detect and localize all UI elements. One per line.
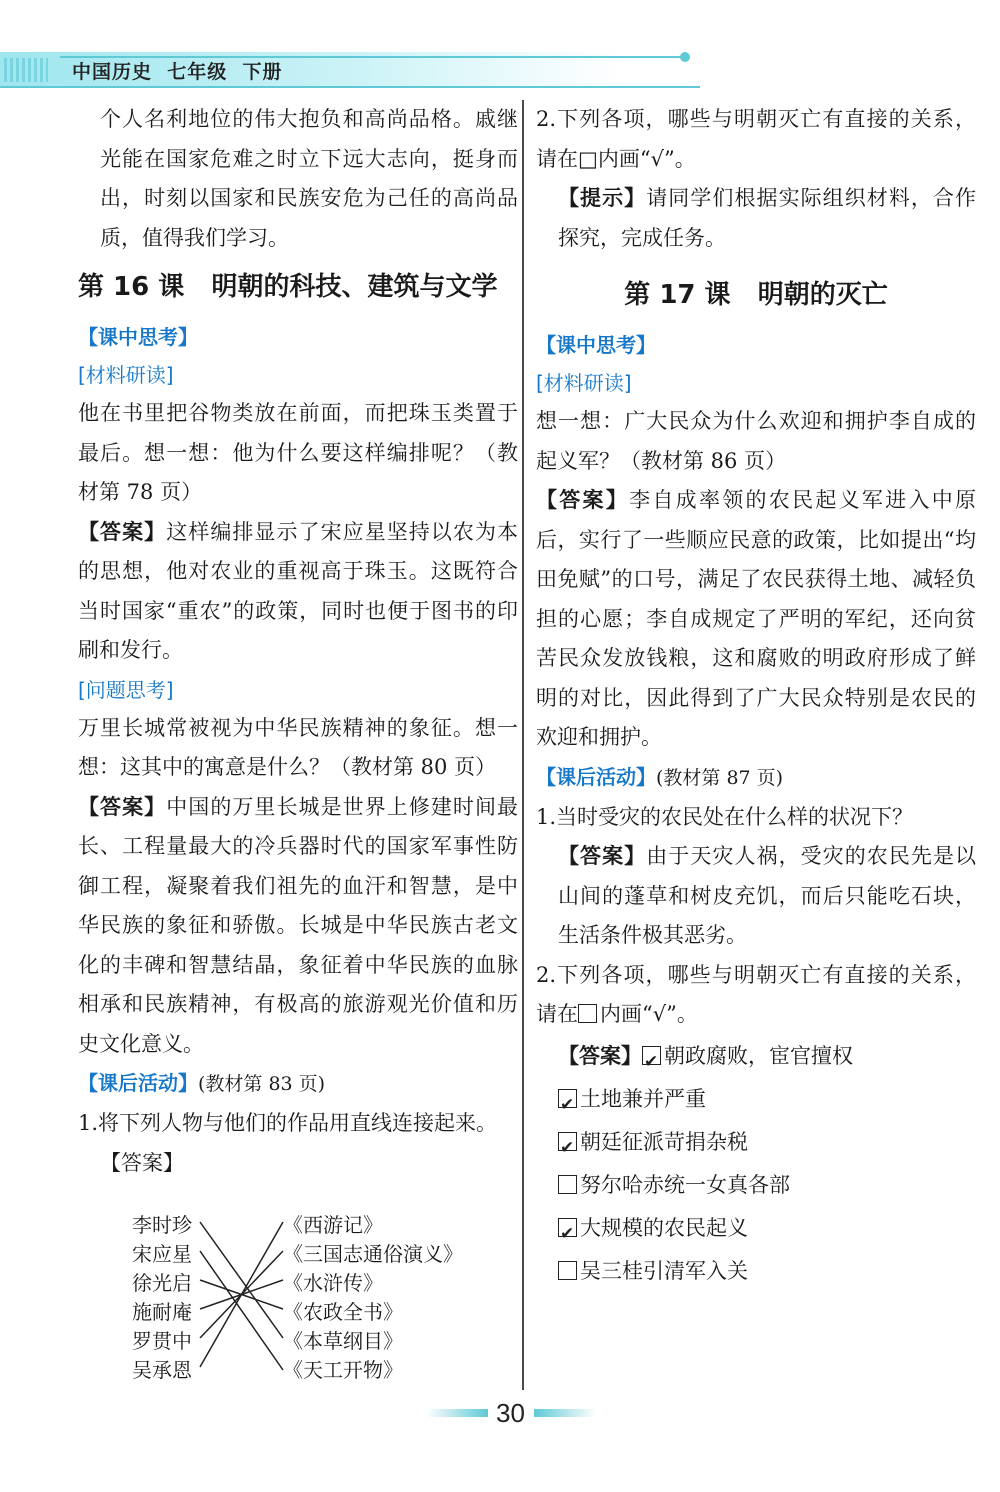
option-text: 努尔哈赤统一女真各部 (580, 1172, 790, 1197)
checked-box-icon (558, 1089, 577, 1108)
after-class-heading (536, 758, 976, 798)
textbook-ref: (教材第 87 页) (656, 766, 784, 789)
work-title: 《农政全书》 (283, 1300, 403, 1324)
left-column (78, 100, 518, 1183)
question-1: 想一想：广大民众为什么欢迎和拥护李自成的起义军？（教材第 86 页） (536, 409, 976, 473)
answer-text: 这样编排显示了宋应星坚持以农为本的思想，他对农业的重视高于珠玉。这既符合当时国家“重农”的政策，同时也便于图书的印刷和发行。 (78, 519, 519, 662)
activity-2-task: 2.下列各项，哪些与明朝灭亡有直接的关系，请在□内画“√”。 (536, 107, 976, 171)
page-number: 30 (496, 1398, 525, 1428)
activity-1: 1.当时受灾的农民处在什么样的状况下？ (536, 804, 914, 829)
option-row (536, 1121, 976, 1164)
option-text: 朝政腐败，宦官擅权 (664, 1043, 853, 1068)
hint (536, 179, 976, 258)
header-rule-bottom (0, 86, 700, 88)
person-name: 李时珍 (132, 1213, 192, 1237)
empty-box-icon (558, 1261, 577, 1280)
book-title: 中国历史 七年级 下册 (72, 61, 283, 83)
answer-2 (78, 788, 518, 1065)
work-title: 《本草纲目》 (283, 1329, 403, 1353)
option-text: 吴三桂引清军入关 (580, 1258, 748, 1283)
question-2: 万里长城常被视为中华民族精神的象征。想一想：这其中的寓意是什么？（教材第 80 页） (78, 715, 518, 779)
option-row (536, 1207, 976, 1250)
lesson-16-title: 第 16 课 明朝的科技、建筑与文学 (78, 272, 498, 302)
answer-text: 由于天灾人祸，受灾的农民先是以山间的蓬草和树皮充饥，而后只能吃石块，生活条件极其恶劣。 (558, 844, 977, 947)
after-class-heading (78, 1064, 518, 1104)
tag-after-class: 【课后活动】 (536, 764, 656, 789)
answer-label: 【答案】 (78, 794, 167, 819)
line-wuchengen (200, 1222, 283, 1367)
answer-text: 李自成率领的农民起义军进入中原后，实行了一些顺应民意的政策，比如提出“均田免赋”的口号，满足了农民获得土地、减轻负担的心愿；李自成规定了严明的军纪，还向贫苦民众发放钱粮，这和腐败的明政府形成了鲜明的对比，因此得到了广大民众特别是农民的欢迎和拥护。 (536, 488, 977, 749)
option-row (536, 1164, 976, 1207)
line-songyingxing (200, 1251, 283, 1370)
tag-material-reading: [材料研读] (78, 363, 174, 387)
checked-box-icon (558, 1218, 577, 1237)
footer-decoration-right (534, 1409, 596, 1417)
person-name: 罗贯中 (132, 1329, 192, 1353)
option-text: 朝廷征派苛捐杂税 (580, 1129, 748, 1154)
checked-box-icon (558, 1132, 577, 1151)
answer-label: 【答案】 (558, 844, 647, 868)
option-row (536, 1078, 976, 1121)
tag-after-class: 【课后活动】 (78, 1071, 198, 1095)
person-name: 吴承恩 (132, 1358, 192, 1382)
checkbox-icon (578, 1004, 597, 1023)
header-dot (680, 52, 690, 62)
column-divider (522, 100, 524, 1390)
answer-label: 【答案】 (558, 1043, 642, 1068)
answer-text: 中国的万里长城是世界上修建时间最长、工程量最大的冷兵器时代的国家军事性防御工程，凝聚着我们祖先的血汗和智慧，是中华民族的象征和骄傲。长城是中华民族古老文化的丰碑和智慧结晶，象征着中华民族的血脉相承和民族精神，有极高的旅游观光价值和历史文化意义。 (78, 794, 519, 1056)
option-text: 土地兼并严重 (580, 1086, 706, 1111)
person-name: 施耐庵 (132, 1300, 192, 1324)
hint-text: 请同学们根据实际组织材料，合作探究，完成任务。 (558, 186, 977, 250)
work-title: 《水浒传》 (283, 1271, 383, 1295)
header-decoration (4, 58, 48, 82)
activity-2-question: 2.下列各项，哪些与明朝灭亡有直接的关系，请在 内画“√”。 (536, 962, 976, 1026)
tag-question-thinking: [问题思考] (78, 677, 174, 702)
option-text: 大规模的农民起义 (580, 1215, 748, 1240)
person-name: 徐光启 (132, 1271, 192, 1295)
textbook-ref: (教材第 83 页) (198, 1073, 326, 1095)
work-title: 《三国志通俗演义》 (283, 1242, 463, 1266)
tag-in-class-thinking: 【课中思考】 (78, 325, 198, 349)
answer-label: 【答案】 (78, 519, 167, 544)
footer-decoration-left (426, 1409, 488, 1417)
tag-material-reading: [材料研读] (536, 371, 632, 395)
continued-paragraph: 个人名利地位的伟大抱负和高尚品格。戚继光能在国家危难之时立下远大志向，挺身而出，时刻以国家和民族安危为己任的高尚品质，值得我们学习。 (100, 107, 518, 250)
tag-in-class-thinking: 【课中思考】 (536, 333, 656, 357)
work-title: 《西游记》 (283, 1213, 383, 1237)
question-1: 他在书里把谷物类放在前面，而把珠玉类置于最后。想一想：他为什么要这样编排呢？（教材第 78 页） (78, 401, 518, 504)
person-name: 宋应星 (132, 1242, 192, 1266)
activity-1: 1.将下列人物与他们的作品用直线连接起来。 (78, 1111, 498, 1135)
answer-1 (536, 481, 976, 758)
checked-box-icon (642, 1046, 661, 1065)
hint-label: 【提示】 (558, 186, 647, 210)
activity-1-answer-label: 【答案】 (100, 1150, 184, 1175)
activity-1-answer (536, 837, 976, 956)
answer-label: 【答案】 (536, 488, 630, 512)
option-row (536, 1250, 976, 1293)
empty-box-icon (558, 1175, 577, 1194)
lesson-17-title: 第 17 课 明朝的灭亡 (624, 280, 888, 310)
right-column (536, 100, 976, 1293)
option-row (536, 1035, 976, 1078)
line-lishizhen (200, 1222, 283, 1338)
matching-diagram (78, 1195, 518, 1395)
answer-1 (78, 513, 518, 671)
work-title: 《天工开物》 (283, 1358, 403, 1382)
